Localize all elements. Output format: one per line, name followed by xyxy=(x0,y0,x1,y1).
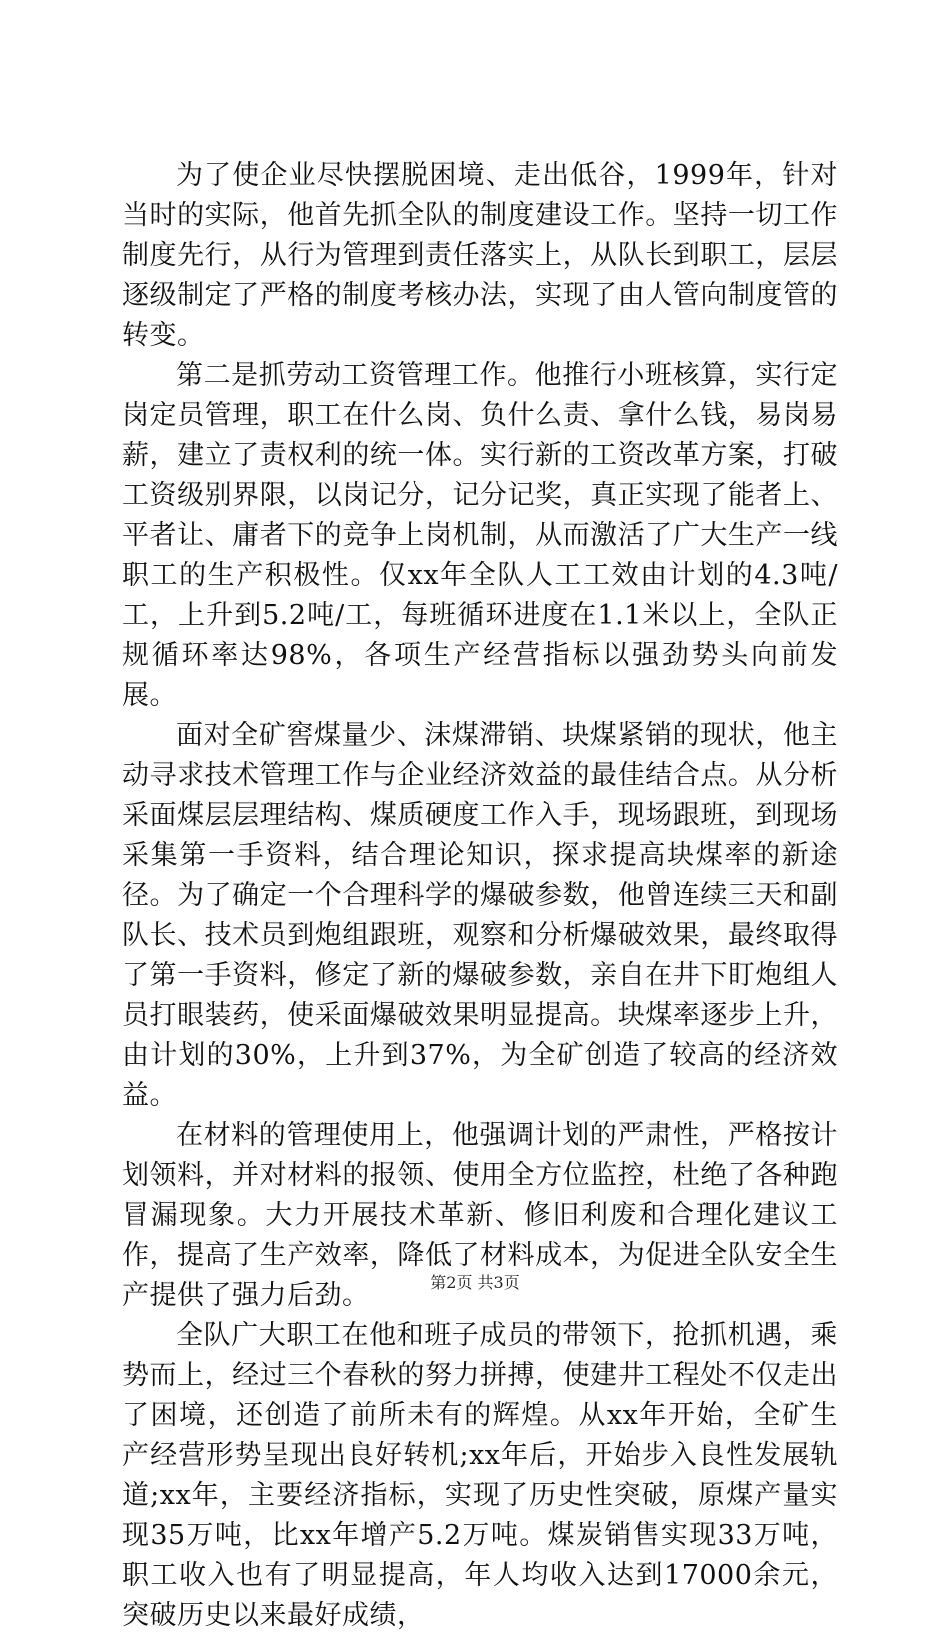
paragraph-3: 面对全矿窖煤量少、沫煤滞销、块煤紧销的现状，他主动寻求技术管理工作与企业经济效益的最佳结合点。从分析采面煤层层理结构、煤质硬度工作入手，现场跟班，到现场采集第一手资料，结合理论知识，探求提高块煤率的新途径。为了确定一个合理科学的爆破参数，他曾连续三天和副队长、技术员到炮组跟班，观察和分析爆破效果，最终取得了第一手资料，修定了新的爆破参数，亲自在井下盯炮组人员打眼装药，使采面爆破效果明显提高。块煤率逐步上升，由计划的30%，上升到37%，为全矿创造了较高的经济效益。 xyxy=(122,720,838,1111)
paragraph-4: 在材料的管理使用上，他强调计划的严肃性，严格按计划领料，并对材料的报领、使用全方位监控，杜绝了各种跑冒漏现象。大力开展技术革新、修旧利废和合理化建议工作，提高了生产效率，降低了材料成本，为促进全队安全生产提供了强力后劲。 xyxy=(122,1120,838,1311)
page-number-footer: 第2页 共3页 xyxy=(430,1273,520,1292)
document-body xyxy=(122,156,838,1636)
paragraph-2: 第二是抓劳动工资管理工作。他推行小班核算，实行定岗定员管理，职工在什么岗、负什么责、拿什么钱，易岗易薪，建立了责权利的统一体。实行新的工资改革方案，打破工资级别界限，以岗记分，记分记奖，真正实现了能者上、平者让、庸者下的竞争上岗机制，从而激活了广大生产一线职工的生产积极性。仅xx年全队人工工效由计划的4.3吨/工，上升到5.2吨/工，每班循环进度在1.1米以上，全队正规循环率达98%，各项生产经营指标以强劲势头向前发展。 xyxy=(122,360,838,711)
paragraph-1: 为了使企业尽快摆脱困境、走出低谷，1999年，针对当时的实际，他首先抓全队的制度建设工作。坚持一切工作制度先行，从行为管理到责任落实上，从队长到职工，层层逐级制定了严格的制度考核办法，实现了由人管向制度管的转变。 xyxy=(122,160,838,351)
paragraph-5: 全队广大职工在他和班子成员的带领下，抢抓机遇，乘势而上，经过三个春秋的努力拼搏，使建井工程处不仅走出了困境，还创造了前所未有的辉煌。从xx年开始，全矿生产经营形势呈现出良好转机;xx年后，开始步入良性发展轨道;xx年，主要经济指标，实现了历史性突破，原煤产量实现35万吨，比xx年增产5.2万吨。煤炭销售实现33万吨，职工收入也有了明显提高，年人均收入达到17000余元，突破历史以来最好成绩， xyxy=(122,1320,838,1631)
